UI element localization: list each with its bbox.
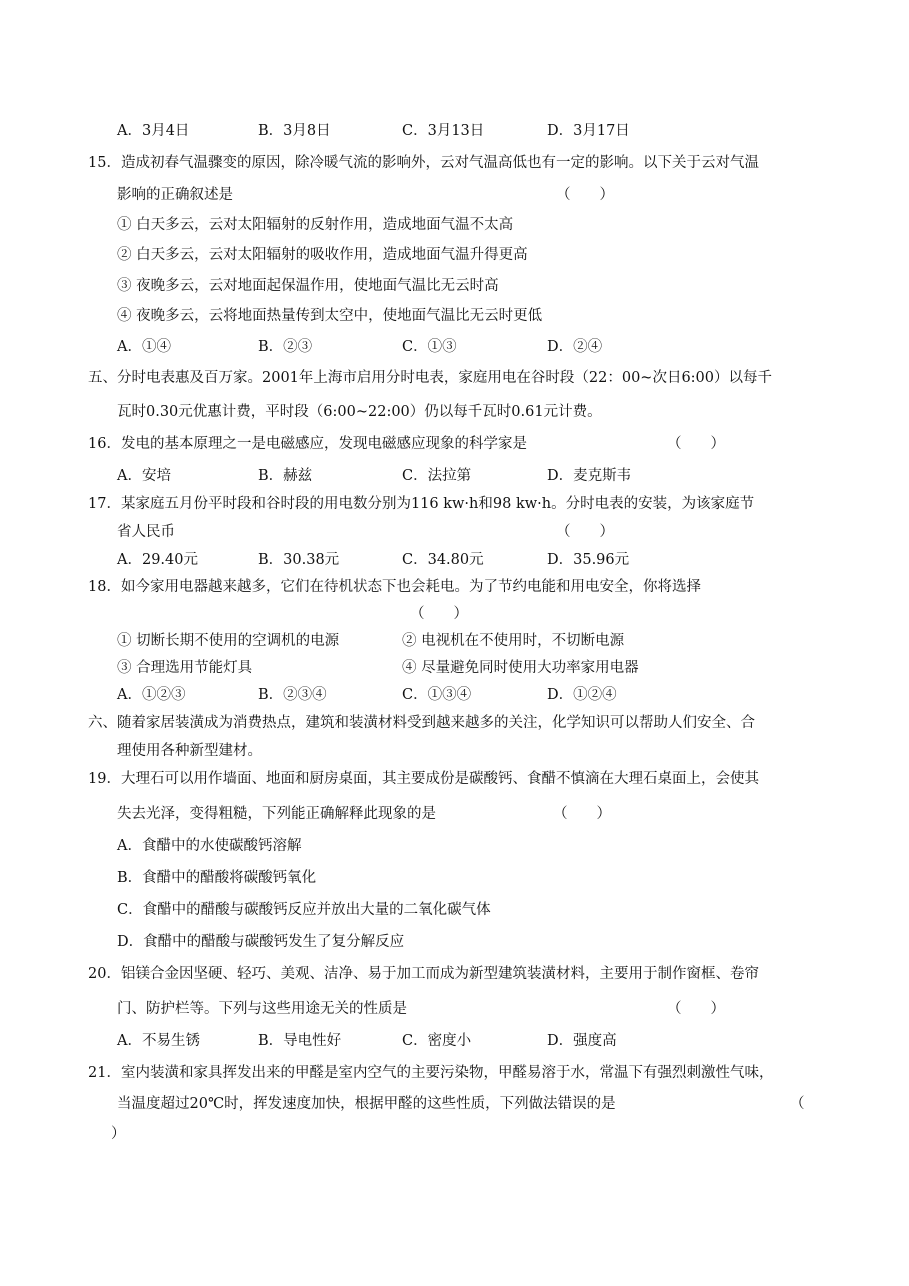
- q16-option-c: C．法拉第: [402, 468, 472, 484]
- q18-options: [0, 685, 909, 705]
- q15-statement-4: ④ 夜晚多云，云将地面热量传到太空中，使地面气温比无云时更低: [117, 308, 543, 324]
- q17-option-d: D．35.96元: [547, 552, 630, 568]
- q19-option-a: A．食醋中的水使碳酸钙溶解: [117, 838, 302, 854]
- q18-option-d: D．①②④: [547, 687, 617, 703]
- q14-option-d: D．3月17日: [547, 123, 630, 139]
- q16-option-d: D．麦克斯韦: [547, 468, 632, 484]
- q21-answer-paren-close: ）: [111, 1126, 126, 1142]
- section5-intro-line1: 五、分时电表惠及百万家。2001年上海市启用分时电表，家庭用电在谷时段（22：00~次日6:00）以每千: [88, 370, 773, 386]
- q17-stem-line1: 17．某家庭五月份平时段和谷时段的用电数分别为116 kw·h和98 kw·h。分时电表的安装，为该家庭节: [88, 496, 755, 512]
- q16-answer-paren: （ ）: [667, 436, 725, 452]
- q18-answer-paren: （ ）: [410, 606, 468, 622]
- q21-answer-paren-open: （: [790, 1096, 805, 1112]
- q20-option-d: D．强度高: [547, 1033, 617, 1049]
- q16-options: [0, 466, 909, 486]
- section6-intro-line1: 六、随着家居装潢成为消费热点，建筑和装潢材料受到越来越多的关注，化学知识可以帮助人们安全、合: [88, 715, 755, 731]
- q16-stem: 16．发电的基本原理之一是电磁感应，发现电磁感应现象的科学家是: [88, 436, 527, 452]
- q18-option-b: B．②③④: [258, 687, 327, 703]
- q19-answer-paren: （ ）: [553, 806, 611, 822]
- q17-option-a: A．29.40元: [117, 552, 198, 568]
- q17-stem-line2: 省人民币: [117, 524, 175, 540]
- q20-stem-line2: 门、防护栏等。下列与这些用途无关的性质是: [117, 1001, 407, 1017]
- q19-stem-line1: 19．大理石可以用作墙面、地面和厨房桌面，其主要成份是碳酸钙、食醋不慎滴在大理石桌面上，会使其: [88, 771, 759, 787]
- q14-options: [0, 121, 909, 141]
- q19-option-c: C．食醋中的醋酸与碳酸钙反应并放出大量的二氧化碳气体: [117, 902, 491, 918]
- q15-stem-line2: 影响的正确叙述是: [117, 187, 233, 203]
- q20-option-b: B．导电性好: [258, 1033, 342, 1049]
- q18-statement-2: ② 电视机在不使用时，不切断电源: [402, 633, 625, 649]
- q14-option-a: A．3月4日: [117, 123, 190, 139]
- q19-option-b: B．食醋中的醋酸将碳酸钙氧化: [117, 870, 317, 886]
- q20-answer-paren: （ ）: [667, 1001, 725, 1017]
- q15-answer-paren: （ ）: [556, 187, 614, 203]
- q19-stem-line2: 失去光泽，变得粗糙，下列能正确解释此现象的是: [117, 806, 436, 822]
- q15-stem-line1: 15．造成初春气温骤变的原因，除冷暖气流的影响外，云对气温高低也有一定的影响。以下关于云对气温: [88, 155, 759, 171]
- q21-stem-line2: 当温度超过20℃时，挥发速度加快，根据甲醛的这些性质，下列做法错误的是: [117, 1096, 616, 1112]
- q15-option-d: D．②④: [547, 339, 603, 355]
- q20-option-a: A．不易生锈: [117, 1033, 200, 1049]
- q15-option-a: A．①④: [117, 339, 171, 355]
- q14-option-c: C．3月13日: [402, 123, 485, 139]
- q18-statement-1: ① 切断长期不使用的空调机的电源: [117, 633, 340, 649]
- section6-intro-line2: 理使用各种新型建材。: [117, 743, 262, 759]
- q18-option-c: C．①③④: [402, 687, 472, 703]
- q17-options: [0, 550, 909, 570]
- q20-option-c: C．密度小: [402, 1033, 472, 1049]
- q18-option-a: A．①②③: [117, 687, 186, 703]
- q16-option-b: B．赫兹: [258, 468, 313, 484]
- q18-stem: 18．如今家用电器越来越多，它们在待机状态下也会耗电。为了节约电能和用电安全，你将选择: [88, 579, 701, 595]
- q21-stem-line1: 21．室内装潢和家具挥发出来的甲醛是室内空气的主要污染物，甲醛易溶于水，常温下有强烈刺激性气味，: [88, 1065, 774, 1081]
- q15-statement-2: ② 白天多云，云对太阳辐射的吸收作用，造成地面气温升得更高: [117, 247, 528, 263]
- q15-option-b: B．②③: [258, 339, 313, 355]
- q20-options: [0, 1031, 909, 1051]
- q18-statements-row1: [0, 631, 909, 651]
- q14-option-b: B．3月8日: [258, 123, 331, 139]
- q17-option-c: C．34.80元: [402, 552, 484, 568]
- q17-option-b: B．30.38元: [258, 552, 340, 568]
- q17-answer-paren: （ ）: [556, 524, 614, 540]
- q20-stem-line1: 20．铝镁合金因坚硬、轻巧、美观、洁净、易于加工而成为新型建筑装潢材料，主要用于制作窗框、卷帘: [88, 966, 759, 982]
- q18-statement-3: ③ 合理选用节能灯具: [117, 660, 253, 676]
- section5-intro-line2: 瓦时0.30元优惠计费，平时段（6:00~22:00）仍以每千瓦时0.61元计费。: [117, 404, 602, 420]
- q15-statement-3: ③ 夜晚多云，云对地面起保温作用，使地面气温比无云时高: [117, 278, 499, 294]
- q18-statements-row2: [0, 658, 909, 678]
- q16-option-a: A．安培: [117, 468, 171, 484]
- q15-options: [0, 337, 909, 357]
- q19-option-d: D．食醋中的醋酸与碳酸钙发生了复分解反应: [117, 934, 405, 950]
- q15-statement-1: ① 白天多云，云对太阳辐射的反射作用，造成地面气温不太高: [117, 217, 514, 233]
- q18-statement-4: ④ 尽量避免同时使用大功率家用电器: [402, 660, 639, 676]
- q15-option-c: C．①③: [402, 339, 457, 355]
